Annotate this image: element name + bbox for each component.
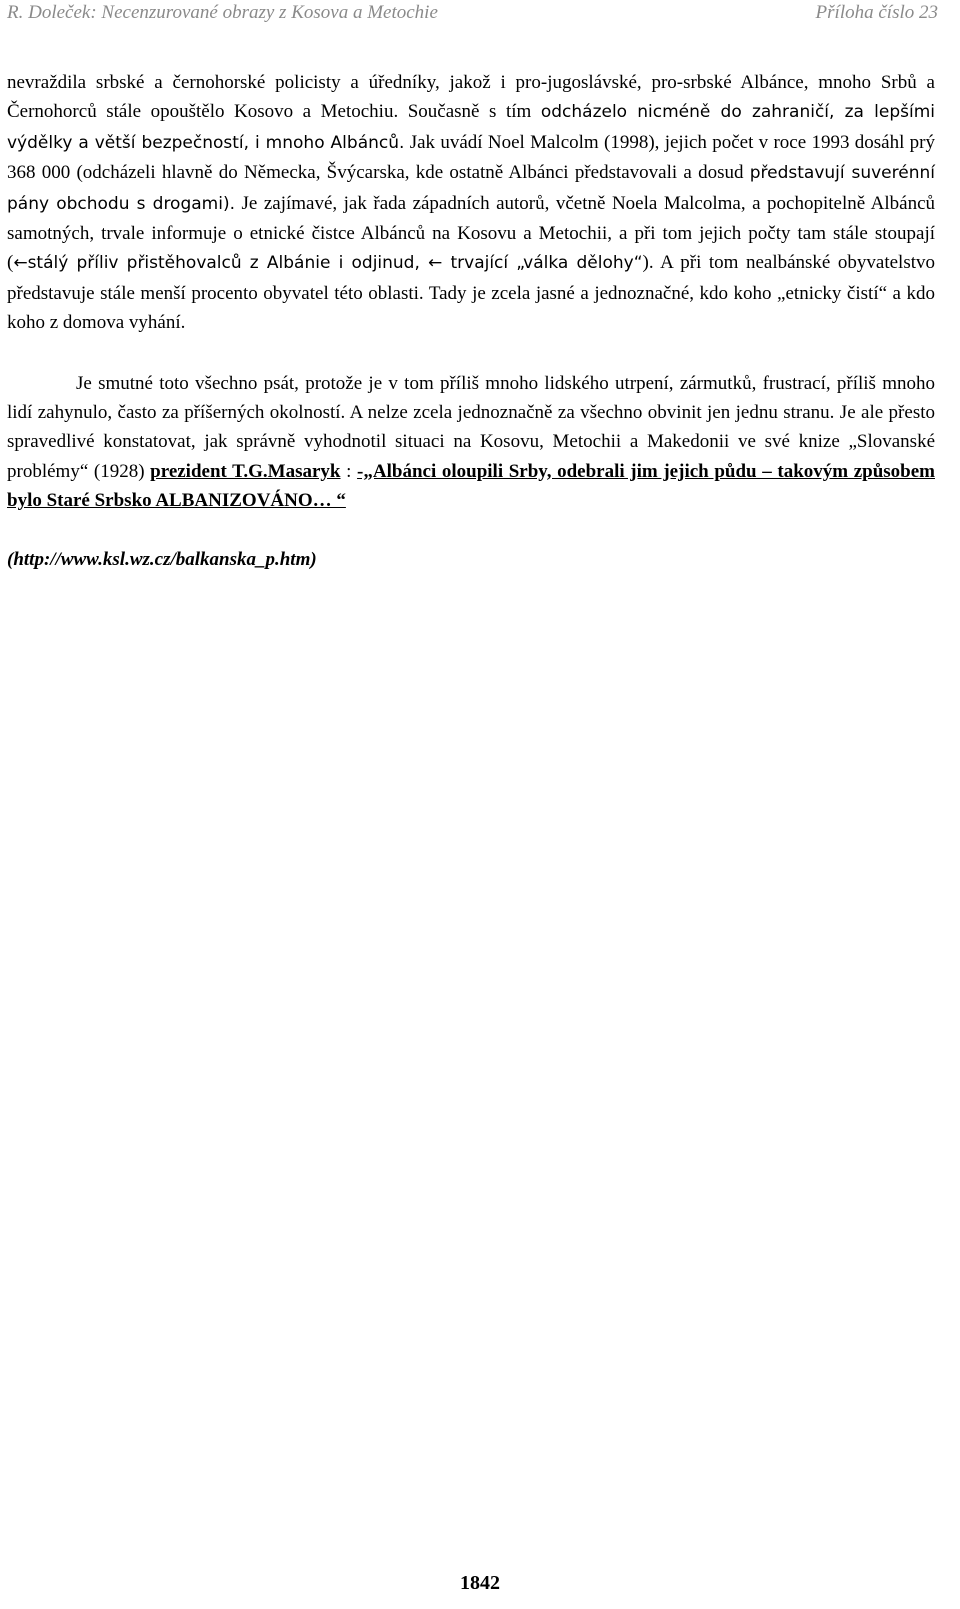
paragraph-2-text: Je smutné toto všechno psát, protože je v tom příliš mnoho lidského utrpení, zármutků, frustrací, příliš mnoho lidí zahynulo, často za příšerných okolností. A nelze zcela jednoznačně za všechno obvinit jen jednu stranu. Je ale přesto spravedlivé konstatovat, jak správně vyhodnotil situaci na Kosovu, Metochii a Makedonii ve své knize „Slovanské problémy“ (1928) (7, 372, 935, 482)
masaryk-quote: -„Albánci oloupili Srby, odebrali jim jejich půdu – takovým způsobem bylo Staré Srbsko ALBANIZOVÁNO… “ (7, 460, 935, 512)
header-appendix-label: Příloha číslo 23 (815, 2, 938, 23)
paragraph-1-sentence-4: představují suverénní pány obchodu s drogami). (7, 163, 935, 214)
paragraph-1-sentence-1: nevraždila srbské a černohorské policisty a úředníky, jakož i pro-jugoslávské, pro-srbské Albánce, mnoho Srbů a Černohorců stále opouštělo Kosovo a Metochiu. Současně s tím (7, 72, 935, 123)
document-body (7, 68, 935, 574)
page-number: 1842 (460, 1572, 500, 1594)
source-citation: (http://www.ksl.wz.cz/balkanska_p.htm) (7, 548, 317, 570)
paragraph-1-sentence-7: ). A při tom nealbánské obyvatelstvo představuje stále menší procento obyvatel této oblasti. Tady je zcela jasné a jednoznačné, kdo koho „etnicky čistí“ a kdo koho z domova vyhání. (7, 252, 935, 334)
paragraph-1-sentence-3: Jak uvádí Noel Malcolm (1998), jejich počet v roce 1993 dosáhl prý 368 000 (odcházeli hlavně do Německa, Švýcarska, kde ostatně Albánci představovali a dosud (7, 131, 935, 184)
header-title: R. Doleček: Necenzurované obrazy z Kosova a Metochie (7, 2, 438, 23)
paragraph-1 (7, 68, 935, 338)
paragraph-2 (7, 369, 935, 516)
paragraph-1-sentence-2: odcházelo nicméně do zahraničí, za lepšími výdělky a větší bezpečností, i mnoho Albánců. (7, 102, 935, 153)
paragraph-1-sentence-5: Je zajímavé, jak řada západních autorů, včetně Noela Malcolma, a pochopitelně Albánců samotných, trvale informuje o etnické čistce Albánců na Kosovu a Metochii, a při tom jejich počty tam stále stoupají ( (7, 192, 935, 274)
paragraph-1-sentence-6: ←stálý příliv přistěhovalců z Albánie i odjinud, ← trvající „válka dělohy“ (13, 253, 643, 274)
running-header (7, 0, 938, 26)
masaryk-name: prezident T.G.Masaryk (150, 460, 341, 482)
paragraph-2-colon: : (340, 460, 358, 482)
